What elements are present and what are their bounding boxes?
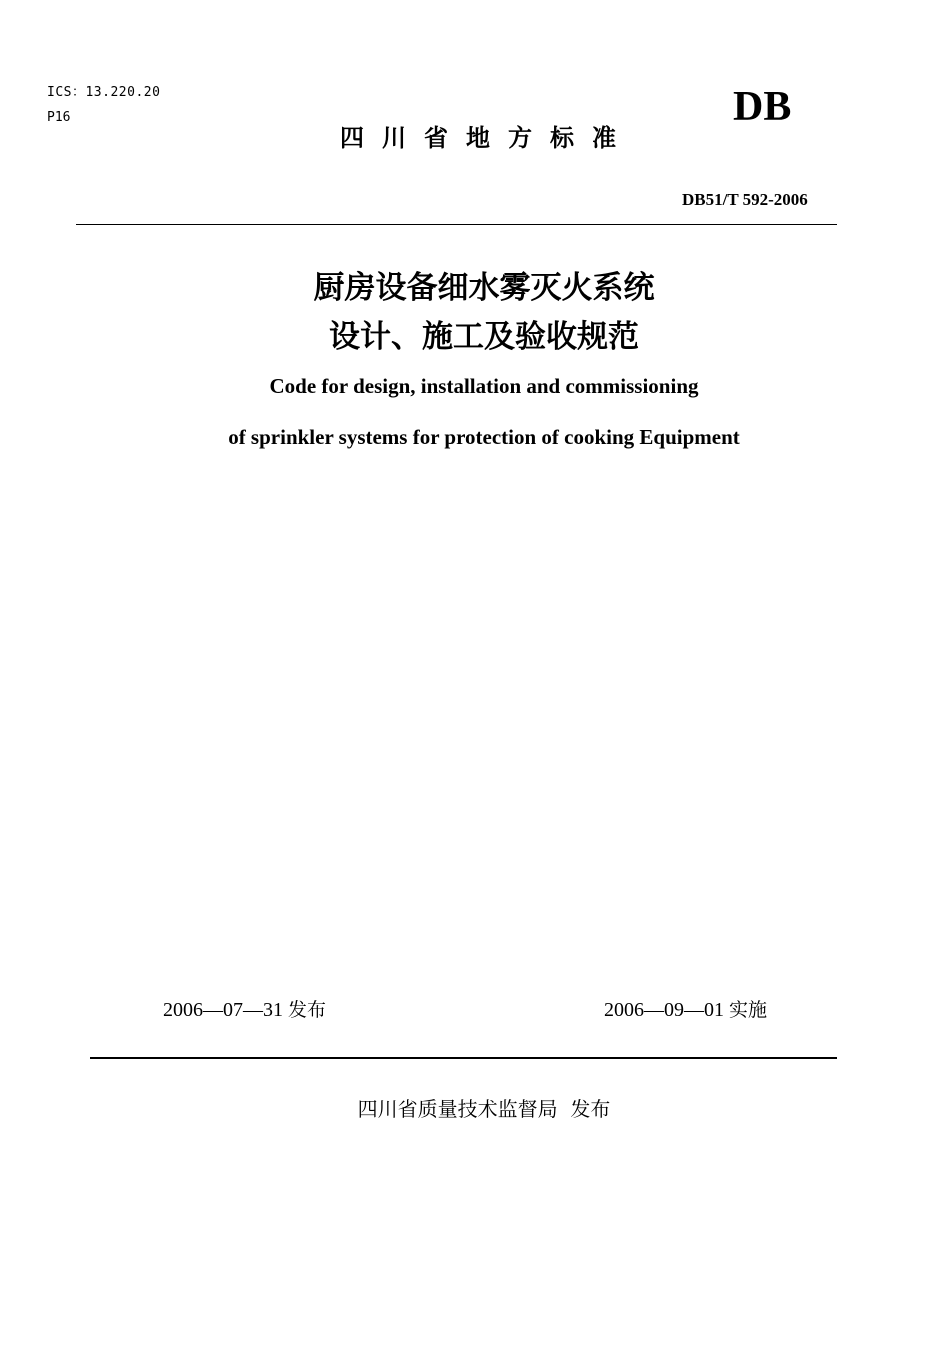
title-en-line2: of sprinkler systems for protection of cooking Equipment	[228, 425, 740, 449]
title-en-line1: Code for design, installation and commissioning	[269, 374, 699, 398]
standard-type: 四川省地方标准	[340, 124, 634, 152]
db-mark: DB	[733, 84, 792, 130]
bottom-divider	[90, 1057, 837, 1059]
issue-date-label: 发布	[288, 999, 327, 1021]
implement-date-value: 2006—09—01	[604, 999, 724, 1021]
ics-code: ICS：13.220.20	[47, 85, 161, 100]
title-cn-line2: 设计、施工及验收规范	[329, 319, 639, 355]
implement-date	[604, 996, 767, 1024]
title-cn-line1: 厨房设备细水雾灭火系统	[313, 270, 655, 306]
issue-date-value: 2006—07—31	[163, 999, 283, 1021]
standard-number: DB51/T 592-2006	[682, 190, 808, 209]
classification-code: P16	[47, 110, 71, 125]
top-divider	[76, 224, 837, 225]
publisher: 四川省质量技术监督局 发布	[357, 1097, 611, 1121]
issue-date	[163, 996, 326, 1024]
implement-date-label: 实施	[729, 999, 768, 1021]
